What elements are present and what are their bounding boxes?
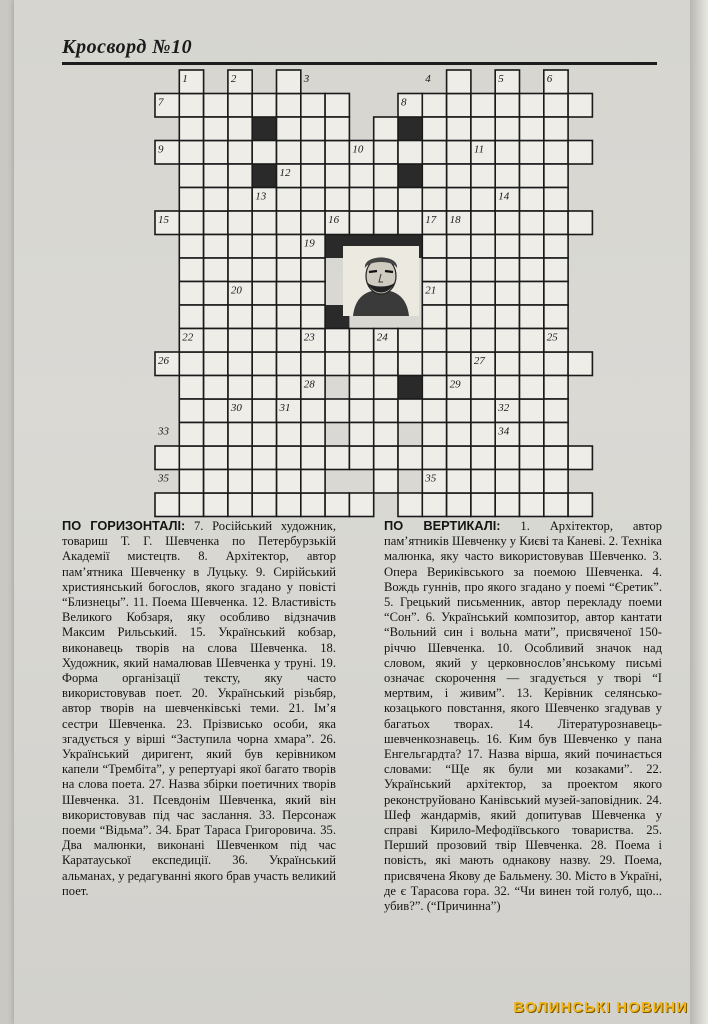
grid-cell bbox=[471, 117, 495, 141]
grid-cell bbox=[277, 235, 301, 259]
grid-cell bbox=[374, 423, 398, 447]
grid-cell bbox=[179, 493, 203, 517]
cell-number: 28 bbox=[303, 378, 315, 391]
grid-cell bbox=[204, 164, 228, 188]
grid-cell bbox=[179, 423, 203, 447]
grid-cell bbox=[204, 376, 228, 400]
grid-cell bbox=[447, 188, 471, 212]
cell-number: 30 bbox=[230, 402, 242, 414]
grid-cell bbox=[447, 164, 471, 188]
grid-cell bbox=[301, 305, 325, 329]
cell-number: 7 bbox=[158, 96, 164, 109]
grid-cell bbox=[349, 376, 373, 400]
grid-cell bbox=[374, 446, 398, 470]
grid-cell bbox=[471, 329, 495, 353]
grid-cell bbox=[277, 188, 301, 212]
cell-number: 1 bbox=[182, 73, 188, 85]
cell-number: 18 bbox=[449, 214, 461, 226]
grid-cell bbox=[520, 376, 544, 400]
grid-cell bbox=[471, 94, 495, 118]
grid-cell bbox=[325, 141, 349, 165]
grid-cell bbox=[204, 141, 228, 165]
cell-number: 17 bbox=[425, 214, 437, 226]
grid-cell bbox=[349, 493, 373, 517]
grid-cell bbox=[471, 423, 495, 447]
grid-cell bbox=[277, 211, 301, 235]
grid-cell bbox=[179, 94, 203, 118]
grid-cell bbox=[228, 423, 252, 447]
grid-cell bbox=[252, 493, 276, 517]
grid-cell bbox=[398, 141, 422, 165]
grid-cell bbox=[204, 352, 228, 376]
grid-cell bbox=[252, 399, 276, 423]
across-text: 7. Російський художник, товариш Т. Г. Шевченка по Петербурзькій Академії мистецтв. 8. Архітектор, автор пам’ятника Шевченку в Луцьку. 9. Сирійський християнський богослов, якого згадано у повісті “Близнецы”. 11. Поема Шевченка. 12. Властивість Великого Кобзаря, яку особливо відзначив Максим Рильський. 15. Український кобзар, виконавець творів на слова Шевченка. 18. Художник, який намалював Шевченка у труні. 19. Форма організації тексту, яку часто використовував поет. 20. Український різьбяр, автор творів на шевченківські теми. 21. Ім’я сестри Шевченка. 23. Прізвисько особи, яка згадується у вірші “Заступила чорна хмара”. 26. Український диригент, який був керівником капели “Трембіта”, у репертуарі якої багато творів на слова поета. 27. Назва збірки поетичних творів Шевченка. 31. Псевдонім Шевченка, який він використовував під час заслання. 33. Персонаж поеми “Відьма”. 34. Брат Тараса Григоровича. 35. Два малюнки, виконані Шевченком під час Каратауської експедиції. 36. Український альманах, у редагуванні якого брав участь великий поет. bbox=[62, 519, 337, 898]
watermark-logo: ВОЛИНСЬКІ НОВИНИ bbox=[513, 999, 688, 1016]
grid-cell bbox=[277, 305, 301, 329]
grid-cell bbox=[374, 117, 398, 141]
grid-cell bbox=[398, 399, 422, 423]
grid-cell bbox=[325, 399, 349, 423]
grid-cell bbox=[349, 164, 373, 188]
grid-cell bbox=[349, 446, 373, 470]
grid-cell bbox=[544, 258, 568, 282]
across-heading: ПО ГОРИЗОНТАЛІ: bbox=[62, 518, 186, 533]
grid-cell bbox=[447, 117, 471, 141]
grid-cell bbox=[228, 446, 252, 470]
grid-cell bbox=[520, 446, 544, 470]
grid-cell bbox=[544, 493, 568, 517]
grid-cell bbox=[544, 446, 568, 470]
grid-cell bbox=[544, 164, 568, 188]
grid-cell bbox=[252, 258, 276, 282]
grid-cell bbox=[398, 329, 422, 353]
grid-cell bbox=[520, 493, 544, 517]
cell-number: 23 bbox=[303, 331, 315, 344]
grid-cell bbox=[204, 329, 228, 353]
grid-cell bbox=[228, 211, 252, 235]
grid-cell bbox=[495, 493, 519, 517]
grid-cell bbox=[179, 305, 203, 329]
grid-cell bbox=[204, 446, 228, 470]
grid-cell bbox=[155, 446, 179, 470]
grid-cell bbox=[204, 188, 228, 212]
grid-cell bbox=[228, 493, 252, 517]
cell-number: 19 bbox=[303, 237, 315, 250]
down-clues bbox=[384, 518, 662, 914]
grid-cell bbox=[520, 305, 544, 329]
grid-cell bbox=[277, 141, 301, 165]
grid-cell bbox=[422, 188, 446, 212]
grid-cell bbox=[204, 423, 228, 447]
grid-cell bbox=[544, 376, 568, 400]
grid-cell bbox=[422, 423, 446, 447]
grid-cell bbox=[301, 258, 325, 282]
grid-cell bbox=[544, 352, 568, 376]
grid-cell bbox=[544, 399, 568, 423]
grid-cell bbox=[520, 399, 544, 423]
grid-cell bbox=[349, 211, 373, 235]
cell-number: 35 bbox=[425, 472, 437, 485]
down-heading: ПО ВЕРТИКАЛІ: bbox=[384, 518, 501, 533]
grid-cell bbox=[544, 188, 568, 212]
grid-cell bbox=[447, 470, 471, 494]
grid-cell bbox=[204, 282, 228, 306]
grid-cell bbox=[495, 329, 519, 353]
cell-number: 15 bbox=[158, 214, 169, 226]
cell-number: 13 bbox=[255, 190, 267, 203]
grid-cell bbox=[398, 352, 422, 376]
grid-cell bbox=[374, 376, 398, 400]
grid-cell bbox=[277, 376, 301, 400]
grid-cell bbox=[495, 94, 519, 118]
cell-number: 24 bbox=[376, 331, 388, 344]
grid-cell bbox=[495, 141, 519, 165]
grid-cell bbox=[301, 164, 325, 188]
grid-cell bbox=[520, 352, 544, 376]
grid-cell bbox=[520, 423, 544, 447]
grid-cell bbox=[301, 446, 325, 470]
grid-cell bbox=[568, 352, 592, 376]
grid-cell bbox=[471, 446, 495, 470]
grid-cell bbox=[252, 94, 276, 118]
grid-cell bbox=[568, 446, 592, 470]
grid-cell bbox=[471, 376, 495, 400]
grid-cell bbox=[471, 164, 495, 188]
grid-cell bbox=[204, 94, 228, 118]
grid-cell bbox=[422, 329, 446, 353]
grid-cell bbox=[252, 282, 276, 306]
grid-cell bbox=[374, 470, 398, 494]
grid-cell bbox=[471, 470, 495, 494]
grid-cell bbox=[447, 423, 471, 447]
grid-cell bbox=[228, 305, 252, 329]
cell-number: 31 bbox=[279, 402, 291, 414]
cell-number: 34 bbox=[498, 425, 510, 438]
grid-cell bbox=[349, 352, 373, 376]
grid-cell bbox=[204, 117, 228, 141]
cell-number: 4 bbox=[425, 73, 431, 85]
grid-cell bbox=[447, 329, 471, 353]
grid-cell bbox=[374, 352, 398, 376]
grid-cell bbox=[277, 282, 301, 306]
grid-cell bbox=[495, 211, 519, 235]
grid-cell bbox=[325, 117, 349, 141]
grid-cell bbox=[422, 399, 446, 423]
grid-cell bbox=[179, 117, 203, 141]
grid-cell bbox=[204, 235, 228, 259]
grid-cell bbox=[228, 141, 252, 165]
cell-number: 35 bbox=[158, 472, 169, 485]
grid-cell bbox=[544, 423, 568, 447]
grid-cell bbox=[495, 470, 519, 494]
grid-cell bbox=[277, 70, 301, 94]
grid-cell bbox=[447, 493, 471, 517]
grid-cell bbox=[252, 141, 276, 165]
grid-cell bbox=[374, 188, 398, 212]
grid-cell bbox=[495, 258, 519, 282]
grid-cell bbox=[544, 117, 568, 141]
grid-cell bbox=[179, 446, 203, 470]
grid-cell bbox=[277, 329, 301, 353]
grid-cell bbox=[471, 493, 495, 517]
grid-cell bbox=[447, 446, 471, 470]
grid-cell bbox=[398, 188, 422, 212]
grid-cell bbox=[252, 235, 276, 259]
grid-cell bbox=[228, 164, 252, 188]
cell-number: 32 bbox=[498, 402, 510, 414]
grid-cell bbox=[277, 258, 301, 282]
grid-cell bbox=[325, 164, 349, 188]
grid-cell bbox=[544, 470, 568, 494]
grid-cell bbox=[325, 352, 349, 376]
grid-cell bbox=[495, 446, 519, 470]
grid-cell bbox=[398, 211, 422, 235]
grid-cell bbox=[179, 376, 203, 400]
cell-number: 21 bbox=[425, 284, 437, 297]
grid-cell bbox=[520, 258, 544, 282]
grid-cell bbox=[568, 211, 592, 235]
grid-cell bbox=[252, 446, 276, 470]
grid-cell bbox=[325, 188, 349, 212]
grid-cell bbox=[374, 399, 398, 423]
grid-cell bbox=[471, 305, 495, 329]
cell-number: 25 bbox=[546, 331, 558, 344]
grid-cell bbox=[228, 352, 252, 376]
grid-cell bbox=[471, 211, 495, 235]
grid-cell bbox=[277, 94, 301, 118]
cell-number: 5 bbox=[498, 73, 504, 85]
grid-cell bbox=[520, 235, 544, 259]
grid-cell bbox=[179, 258, 203, 282]
grid-cell bbox=[325, 94, 349, 118]
grid-cell bbox=[349, 329, 373, 353]
grid-cell bbox=[471, 258, 495, 282]
grid-cell bbox=[471, 235, 495, 259]
grid-cell bbox=[544, 94, 568, 118]
grid-cell bbox=[301, 399, 325, 423]
grid-cell bbox=[228, 258, 252, 282]
grid-cell bbox=[228, 188, 252, 212]
grid-cell bbox=[495, 235, 519, 259]
grid-cell bbox=[447, 70, 471, 94]
grid-cell bbox=[228, 470, 252, 494]
grid-cell bbox=[471, 399, 495, 423]
grid-cell bbox=[520, 117, 544, 141]
cell-number: 29 bbox=[449, 378, 461, 391]
grid-cell bbox=[349, 188, 373, 212]
cell-number: 33 bbox=[158, 425, 169, 438]
grid-cell bbox=[422, 258, 446, 282]
grid-cell bbox=[252, 352, 276, 376]
grid-cell bbox=[301, 141, 325, 165]
cell-number: 12 bbox=[279, 167, 291, 179]
grid-cell bbox=[301, 94, 325, 118]
grid-cell bbox=[422, 117, 446, 141]
grid-cell bbox=[495, 376, 519, 400]
grid-cell bbox=[520, 141, 544, 165]
grid-cell bbox=[544, 211, 568, 235]
grid-cell bbox=[301, 282, 325, 306]
cell-number: 22 bbox=[182, 331, 194, 344]
grid-cell bbox=[495, 117, 519, 141]
grid-cell bbox=[422, 446, 446, 470]
grid-cell bbox=[277, 352, 301, 376]
grid-cell bbox=[544, 305, 568, 329]
grid-cell bbox=[325, 329, 349, 353]
grid-cell bbox=[179, 399, 203, 423]
grid-cell bbox=[447, 282, 471, 306]
grid-cell bbox=[374, 141, 398, 165]
grid-cell bbox=[495, 164, 519, 188]
cell-number: 16 bbox=[328, 214, 340, 226]
grid-cell bbox=[179, 282, 203, 306]
across-clues bbox=[62, 518, 336, 899]
grid-cell bbox=[252, 305, 276, 329]
grid-cell bbox=[398, 446, 422, 470]
grid-cell bbox=[204, 305, 228, 329]
grid-cell bbox=[471, 282, 495, 306]
cell-number: 11 bbox=[473, 143, 485, 156]
grid-cell bbox=[374, 164, 398, 188]
grid-cell bbox=[520, 329, 544, 353]
page-title: Кросворд №10 bbox=[62, 36, 193, 58]
grid-cell bbox=[252, 470, 276, 494]
grid-cell bbox=[447, 94, 471, 118]
cell-number: 8 bbox=[401, 96, 407, 109]
grid-cell bbox=[398, 493, 422, 517]
grid-cell bbox=[179, 188, 203, 212]
grid-cell bbox=[179, 235, 203, 259]
grid-cell bbox=[301, 423, 325, 447]
grid-cell bbox=[155, 493, 179, 517]
grid-cell bbox=[447, 399, 471, 423]
grid-cell bbox=[179, 470, 203, 494]
grid-cell bbox=[544, 282, 568, 306]
down-text: 1. Архітектор, автор пам’ятників Шевченку у Києві та Каневі. 2. Техніка малюнка, яку часто використовував Шевченко. 3. Опера Вериківського за поемою Шевченка. 4. Вождь гуннів, про якого згадано у поемі “Єретик”. 5. Грецький письменник, автор перекладу поеми “Сон”. 6. Український композитор, автор кантати “Вольний син і вольна мати”, присвяченої 150-річчю Шевченка. 10. Особливий значок над словом, який у церковнослов’янському письмі означає скорочення — згадується у творі “І мертвим, і живим”. 13. Керівник селянсько-козацького повстання, якого Шевченко згадував у багатьох творах. 14. Літературознавець-шевченкознавець. 16. Ким був Шевченко у пана Енгельгардта? 17. Назва вірша, який починається словами: “Ще як були ми козаками”. 22. Український архітектор, за проектом якого реконструйовано Канівський музей-заповідник. 24. Шеф жандармів, який допитував Шевченка у справі Кирило-Мефодіївського товариства. 25. Перший прозовий твір Шевченка. 28. Поема і повість, які мають однакову назву. 29. Поема, присвячена Якову де Бальмену. 30. Місто в Україні, де є Тарасова гора. 32. “Чи винен той голуб, що... убив?”. (“Причинна”) bbox=[384, 519, 662, 914]
grid-cell bbox=[252, 423, 276, 447]
grid-cell bbox=[447, 305, 471, 329]
grid-cell bbox=[374, 211, 398, 235]
grid-cell bbox=[495, 305, 519, 329]
grid-cell bbox=[520, 94, 544, 118]
grid-cell bbox=[568, 493, 592, 517]
shevchenko-portrait bbox=[343, 246, 419, 316]
cell-number: 9 bbox=[158, 143, 164, 156]
grid-cell bbox=[204, 258, 228, 282]
grid-cell bbox=[544, 141, 568, 165]
grid-cell bbox=[301, 470, 325, 494]
grid-cell bbox=[277, 423, 301, 447]
grid-cell bbox=[422, 235, 446, 259]
grid-cell bbox=[325, 493, 349, 517]
grid-cell bbox=[422, 305, 446, 329]
cell-number: 2 bbox=[230, 73, 237, 85]
grid-cell bbox=[422, 94, 446, 118]
grid-cell bbox=[447, 141, 471, 165]
cell-number: 14 bbox=[498, 190, 510, 203]
grid-cell bbox=[471, 188, 495, 212]
grid-cell bbox=[277, 117, 301, 141]
cell-number: 27 bbox=[473, 355, 485, 367]
grid-cell bbox=[520, 211, 544, 235]
grid-cell bbox=[228, 94, 252, 118]
grid-cell bbox=[228, 329, 252, 353]
grid-cell bbox=[495, 352, 519, 376]
grid-cell bbox=[447, 352, 471, 376]
grid-cell bbox=[447, 258, 471, 282]
grid-cell bbox=[301, 352, 325, 376]
grid-cell bbox=[325, 446, 349, 470]
grid-cell bbox=[179, 141, 203, 165]
cell-number: 6 bbox=[546, 73, 553, 85]
grid-cell bbox=[301, 493, 325, 517]
grid-cell bbox=[495, 282, 519, 306]
cell-number: 3 bbox=[303, 73, 310, 85]
grid-cell bbox=[301, 117, 325, 141]
grid-cell bbox=[349, 423, 373, 447]
grid-cell bbox=[277, 493, 301, 517]
grid-cell bbox=[422, 164, 446, 188]
grid-cell bbox=[179, 352, 203, 376]
grid-cell bbox=[228, 376, 252, 400]
grid-cell bbox=[204, 211, 228, 235]
grid-cell bbox=[301, 188, 325, 212]
grid-cell bbox=[179, 164, 203, 188]
grid-cell bbox=[422, 352, 446, 376]
cell-number: 20 bbox=[230, 284, 242, 297]
grid-cell bbox=[568, 94, 592, 118]
grid-cell bbox=[252, 329, 276, 353]
grid-cell bbox=[252, 211, 276, 235]
grid-cell bbox=[520, 282, 544, 306]
cell-number: 10 bbox=[352, 143, 364, 156]
grid-cell bbox=[277, 446, 301, 470]
grid-cell bbox=[568, 141, 592, 165]
grid-cell bbox=[228, 235, 252, 259]
grid-cell bbox=[301, 211, 325, 235]
grid-cell bbox=[520, 470, 544, 494]
grid-cell bbox=[277, 470, 301, 494]
grid-cell bbox=[179, 211, 203, 235]
grid-cell bbox=[204, 470, 228, 494]
grid-cell bbox=[349, 399, 373, 423]
grid-cell bbox=[447, 235, 471, 259]
grid-cell bbox=[228, 117, 252, 141]
grid-cell bbox=[422, 141, 446, 165]
grid-cell bbox=[252, 376, 276, 400]
cell-number: 26 bbox=[158, 355, 169, 367]
grid-cell bbox=[422, 493, 446, 517]
grid-cell bbox=[544, 235, 568, 259]
grid-cell bbox=[204, 399, 228, 423]
grid-cell bbox=[204, 493, 228, 517]
grid-cell bbox=[520, 164, 544, 188]
grid-cell bbox=[520, 188, 544, 212]
grid-cell bbox=[422, 376, 446, 400]
